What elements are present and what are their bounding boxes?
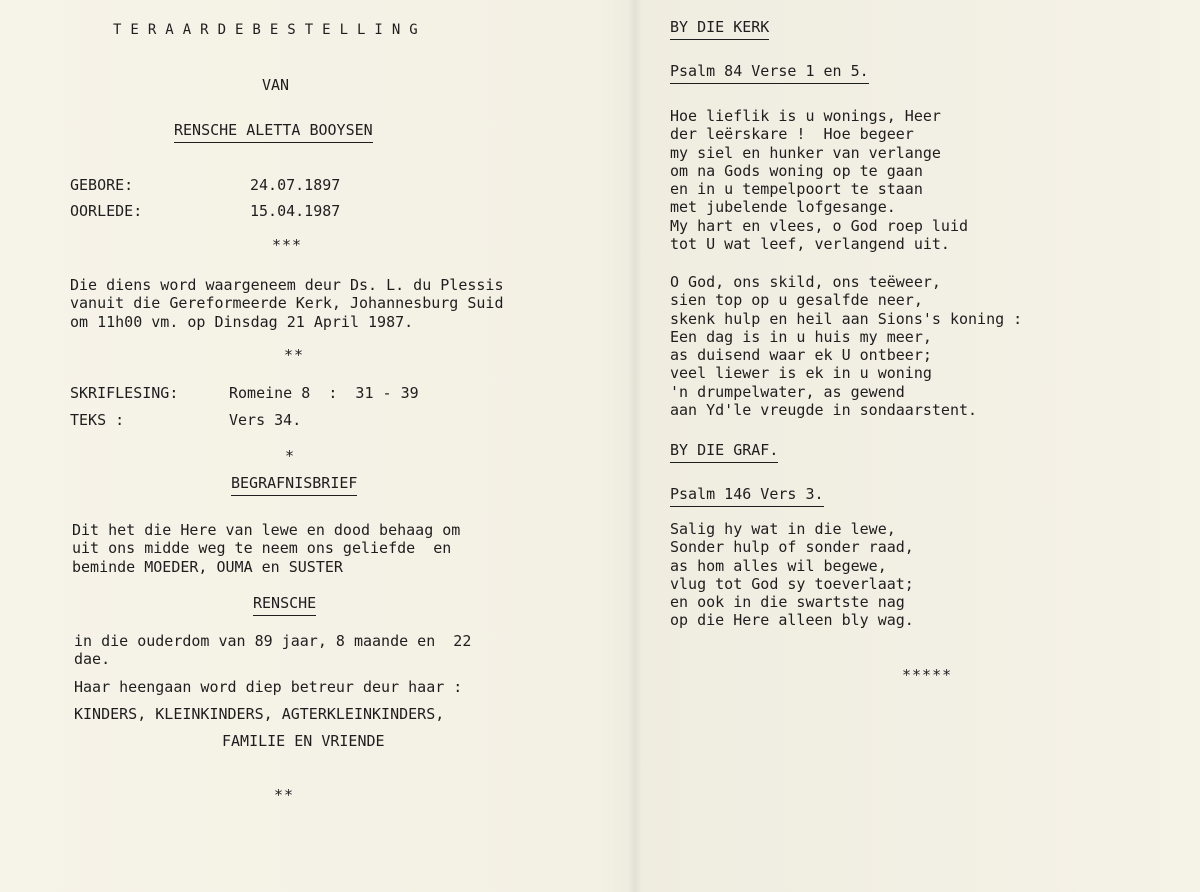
deceased-name: RENSCHE ALETTA BOOYSEN: [174, 121, 373, 143]
text-label: TEKS :: [70, 411, 125, 429]
psalm2-heading: Psalm 146 Vers 3.: [670, 485, 824, 507]
psalm1-verse1: [670, 107, 968, 253]
verse-line: tot U wat leef, verlangend uit.: [670, 235, 950, 254]
verse-line: aan Yd'le vreugde in sondaarstent.: [670, 401, 978, 420]
grave-heading: BY DIE GRAF.: [670, 441, 778, 463]
church-heading: BY DIE KERK: [670, 18, 769, 40]
verse-line: Sonder hulp of sonder raad,: [670, 538, 914, 557]
verse-line: der leërskare ! Hoe begeer: [670, 125, 914, 144]
psalm1-verse5: [670, 273, 1022, 419]
verse-line: op die Here alleen bly wag.: [670, 611, 914, 630]
verse-line: en in u tempelpoort te staan: [670, 180, 923, 199]
verse-line: as duisend waar ek U ontbeer;: [670, 346, 932, 365]
separator-stars: ***: [272, 236, 303, 254]
verse-line: met jubelende lofgesange.: [670, 198, 896, 217]
friends-line: FAMILIE EN VRIENDE: [222, 732, 385, 750]
program-title: TERAARDEBESTELLING: [113, 22, 427, 38]
psalm1-heading: Psalm 84 Verse 1 en 5.: [670, 62, 869, 84]
verse-line: Een dag is in u huis my meer,: [670, 327, 932, 346]
died-date: 15.04.1987: [250, 202, 341, 220]
verse-line: as hom alles wil begewe,: [670, 556, 887, 575]
died-label: OORLEDE:: [70, 202, 143, 220]
verse-line: O God, ons skild, ons teëweer,: [670, 273, 941, 291]
verse-line: Hoe lieflik is u wonings, Heer: [670, 107, 941, 125]
service-line: Die diens word waargeneem deur Ds. L. du Plessis: [70, 276, 504, 294]
verse-line: om na Gods woning op te gaan: [670, 161, 923, 180]
separator-stars: **: [284, 346, 305, 364]
verse-line: skenk hulp en heil aan Sions's koning :: [670, 309, 1023, 328]
verse-line: 'n drumpelwater, as gewend: [670, 382, 905, 401]
verse-line: veel liewer is ek in u woning: [670, 364, 932, 383]
reading-label: SKRIFLESING:: [70, 384, 179, 402]
service-details: [70, 276, 503, 331]
right-page: [640, 0, 1200, 892]
text-value: Vers 34.: [229, 411, 302, 429]
end-stars: *****: [902, 666, 953, 684]
age-line: dae.: [74, 650, 111, 669]
verse-line: My hart en vlees, o God roep luid: [670, 216, 969, 235]
first-name-heading: RENSCHE: [253, 594, 316, 616]
verse-line: my siel en hunker van verlange: [670, 143, 941, 162]
service-line: om 11h00 vm. op Dinsdag 21 April 1987.: [70, 312, 414, 331]
letter-line: Dit het die Here van lewe en dood behaag om: [72, 521, 461, 539]
service-line: vanuit die Gereformeerde Kerk, Johannesburg Suid: [70, 294, 504, 313]
letter-body: [72, 521, 460, 576]
reading-value: Romeine 8 : 31 - 39: [229, 384, 419, 402]
separator-stars: *: [285, 447, 296, 465]
psalm2-verse: [670, 520, 914, 630]
letter-heading: BEGRAFNISBRIEF: [231, 474, 357, 496]
born-label: GEBORE:: [70, 176, 134, 194]
letter-line: beminde MOEDER, OUMA en SUSTER: [72, 557, 343, 576]
verse-line: sien top op u gesalfde neer,: [670, 291, 923, 310]
age-text: [74, 632, 471, 669]
born-date: 24.07.1897: [250, 176, 341, 194]
separator-stars: **: [274, 786, 295, 804]
family-line: KINDERS, KLEINKINDERS, AGTERKLEINKINDERS,: [74, 705, 445, 723]
age-line: in die ouderdom van 89 jaar, 8 maande en 22: [74, 632, 472, 650]
verse-line: vlug tot God sy toeverlaat;: [670, 574, 914, 593]
van-label: VAN: [262, 76, 290, 94]
verse-line: Salig hy wat in die lewe,: [670, 520, 896, 538]
mourn-line: Haar heengaan word diep betreur deur haar :: [74, 678, 463, 696]
verse-line: en ook in die swartste nag: [670, 593, 905, 612]
letter-line: uit ons midde weg te neem ons geliefde en: [72, 539, 452, 558]
